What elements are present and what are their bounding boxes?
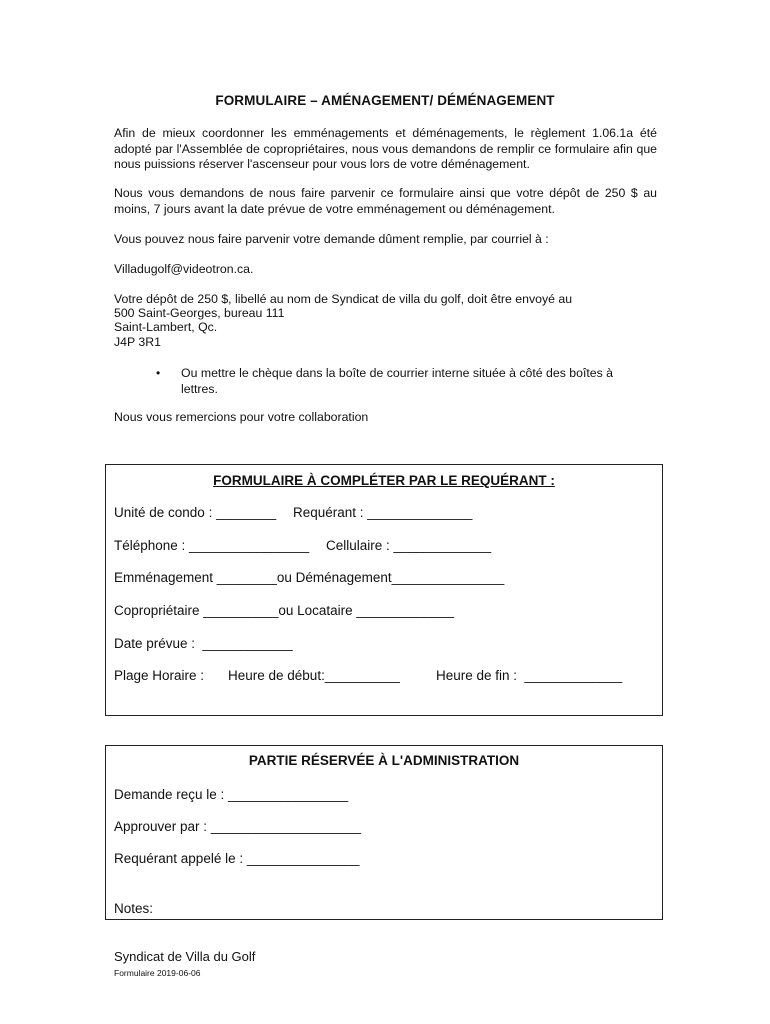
date-field[interactable]: Date prévue : ____________: [114, 636, 293, 651]
time-slot-label: Plage Horaire :: [114, 668, 205, 683]
intro-paragraph-2: Nous vous demandons de nous faire parvenir ce formulaire ainsi que votre dépôt de 250 $ au moins, 7 jours avant la date prévue de votre emménagement ou déménagement.: [114, 186, 657, 216]
owner-type-field[interactable]: Copropriétaire __________ou Locataire _____________: [114, 603, 455, 618]
bullet-text: Ou mettre le chèque dans la boîte de courrier interne située à côté des boîtes à lettres.: [181, 366, 614, 396]
requester-called-field[interactable]: Requérant appelé le : _______________: [114, 851, 360, 866]
intro-paragraph-3: Vous pouvez nous faire parvenir votre demande dûment remplie, par courriel à :: [114, 232, 549, 246]
received-date-field[interactable]: Demande reçu le : ________________: [114, 787, 349, 802]
requester-form-heading: FORMULAIRE À COMPLÉTER PAR LE REQUÉRANT :: [213, 473, 555, 488]
footer-form-date: Formulaire 2019-06-06: [114, 968, 201, 978]
address-line-3: Saint-Lambert, Qc.: [114, 320, 218, 334]
page-title: FORMULAIRE – AMÉNAGEMENT/ DÉMÉNAGEMENT: [215, 93, 555, 108]
approved-by-field[interactable]: Approuver par : ____________________: [114, 819, 361, 834]
bullet-icon: •: [156, 366, 161, 380]
end-time-field[interactable]: Heure de fin : _____________: [436, 668, 623, 683]
address-line-2: 500 Saint-Georges, bureau 111: [114, 306, 285, 320]
requester-field[interactable]: Requérant : ______________: [293, 505, 473, 520]
thanks-text: Nous vous remercions pour votre collaboration: [114, 410, 369, 424]
unit-field[interactable]: Unité de condo : ________: [114, 505, 277, 520]
cell-field[interactable]: Cellulaire : _____________: [326, 538, 492, 553]
move-type-field[interactable]: Emménagement ________ou Déménagement_______________: [114, 570, 505, 585]
notes-field[interactable]: Notes:: [114, 901, 154, 916]
admin-section-heading: PARTIE RÉSERVÉE À L'ADMINISTRATION: [248, 753, 520, 768]
intro-paragraph-1: Afin de mieux coordonner les emménagements et déménagements, le règlement 1.06.1a été adopté par l'Assemblée de copropriétaires, nous vous demandons de remplir ce formulaire afin que nous puissions réserver l'ascenseur pour vous lors de votre déménagement.: [114, 126, 657, 171]
start-time-field[interactable]: Heure de début:__________: [228, 668, 400, 683]
footer-organization: Syndicat de Villa du Golf: [114, 949, 256, 964]
requester-form-box: [105, 464, 663, 716]
phone-field[interactable]: Téléphone : ________________: [114, 538, 310, 553]
address-line-1: Votre dépôt de 250 $, libellé au nom de Syndicat de villa du golf, doit être envoyé au: [114, 292, 573, 306]
address-line-4: J4P 3R1: [114, 335, 161, 349]
contact-email: Villadugolf@videotron.ca.: [114, 262, 254, 276]
admin-section-box: [105, 745, 663, 920]
